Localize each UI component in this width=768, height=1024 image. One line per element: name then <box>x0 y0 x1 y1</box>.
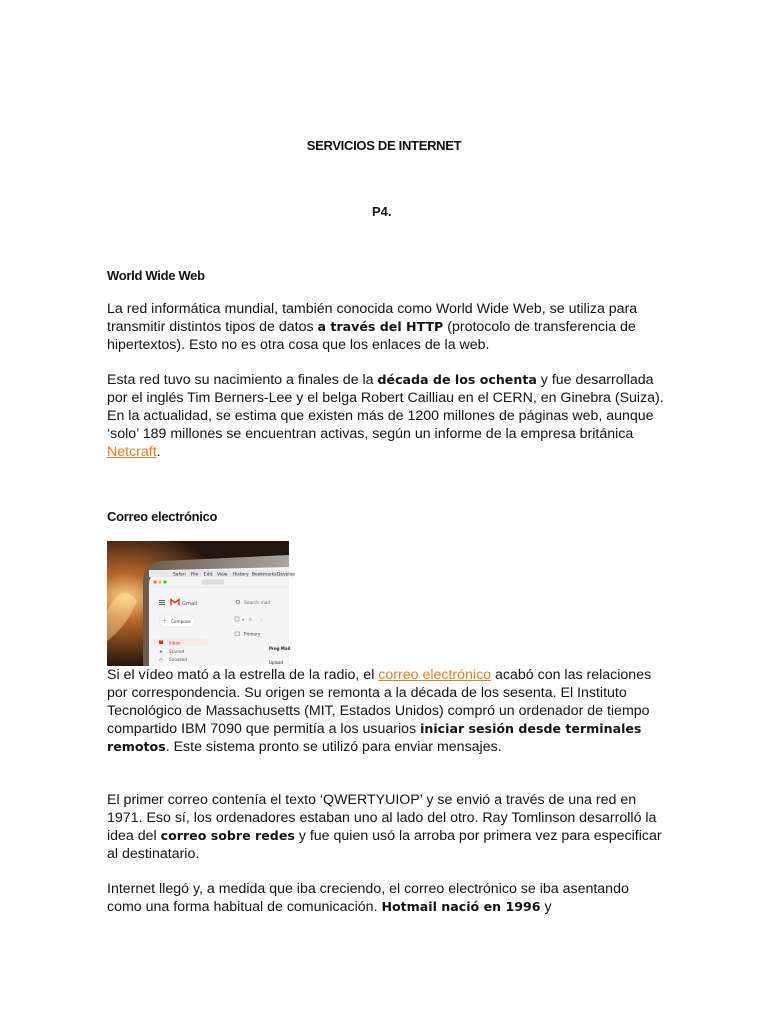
zoom-dot-icon <box>163 580 166 583</box>
search-placeholder: Search mail <box>244 601 270 606</box>
text: Esta red tuvo su nacimiento a finales de la <box>107 372 378 388</box>
text: Si el vídeo mató a la estrella de la radio, el <box>107 667 379 683</box>
primary-tab-label: Primary <box>244 631 261 637</box>
menu-item: View <box>217 572 228 578</box>
text: y fue quien usó la arroba por primera vez para especificar al destinatario. <box>107 828 662 862</box>
nav-item-snoozed: Snoozed <box>169 657 187 662</box>
close-dot-icon <box>153 580 156 583</box>
section-heading-email: Correo electrónico <box>107 509 218 524</box>
plus-icon: + <box>162 618 168 625</box>
menu-item: Edit <box>204 572 213 578</box>
nav-item-inbox: Inbox <box>169 640 181 646</box>
paragraph-email-1 <box>107 666 667 756</box>
text: . <box>156 444 161 460</box>
compose-label: Compose <box>171 619 191 624</box>
text: La red informática mundial, también conocida como World Wide Web, se utiliza para transmitir distintos tipos de datos <box>107 301 638 335</box>
mail-row-sender: Prog Mail <box>269 646 291 651</box>
paragraph-email-2 <box>107 791 667 863</box>
page-title: SERVICIOS DE INTERNET <box>306 138 462 153</box>
text: El primer correo contenía el texto ‘QWERTYUIOP’ y se envió a través de una red en 1971. Eso sí, los ordenadores estaban uno al lado del otro. Ray Tomlinson desarrolló la idea del <box>107 792 657 844</box>
refresh-icon: ↻ <box>249 617 253 622</box>
hamburger-icon <box>159 600 165 605</box>
netcraft-link[interactable]: Netcraft <box>107 444 157 460</box>
bold-text: a través del HTTP <box>317 319 444 334</box>
text: Internet llegó y, a medida que iba creciendo, el correo electrónico se iba asentando como una forma habitual de comunicación. <box>107 881 629 915</box>
text: acabó con las relaciones por correspondencia. Su origen se remonta a la década de los sesenta. El Instituto Tecnológico de Massachusetts (MIT, Estados Unidos) compró un ordenador de tiempo compartido IBM 7090 que permitía a los usuarios <box>107 667 652 737</box>
bold-text: década de los ochenta <box>377 372 537 387</box>
minimize-dot-icon <box>158 580 161 583</box>
section-heading-www: World Wide Web <box>107 268 205 283</box>
caret-icon: ▾ <box>242 617 245 622</box>
nav-item-starred: Starred <box>169 649 185 654</box>
menu-item: Develop <box>277 572 296 578</box>
svg-text:Safari File Ed <box>173 572 295 578</box>
laptop-gmail-photo <box>107 541 296 666</box>
clock-icon: ◷ <box>159 657 163 662</box>
text: y <box>540 899 552 915</box>
bold-text: correo sobre redes <box>160 828 295 843</box>
more-icon: ⋮ <box>259 617 264 622</box>
inbox-icon <box>159 641 163 645</box>
bold-text: Hotmail nació en 1996 <box>381 899 541 914</box>
bold-text: iniciar sesión desde terminales remotos <box>107 721 642 754</box>
text: y fue desarrollada por el inglés Tim Berners-Lee y el belga Robert Cailliau en el CERN, en Ginebra (Suiza). En la actualidad, se estima que existen más de 1200 millones de páginas web, aunque ‘solo’ 189 millones se encuentran activas, según un informe de la empresa británica <box>107 372 664 442</box>
gmail-app-name: Gmail <box>182 600 198 607</box>
menu-item: File <box>191 572 199 578</box>
correo-electronico-link[interactable]: correo electrónico <box>378 667 492 683</box>
star-icon: ★ <box>159 649 163 654</box>
menu-item: Bookmarks <box>252 572 277 578</box>
paragraph-email-3 <box>107 880 667 916</box>
menu-item: Safari <box>173 572 186 578</box>
page-subtitle: P4. <box>372 204 392 219</box>
photo-illustration <box>107 541 296 666</box>
text: . Este sistema pronto se utilizó para enviar mensajes. <box>165 739 502 755</box>
text: (protocolo de transferencia de hipertextos). Esto no es otra cosa que los enlaces de la web. <box>107 319 636 353</box>
paragraph-www-2 <box>107 371 667 461</box>
menu-item: History <box>233 572 249 578</box>
mail-row-sender: Upload <box>269 660 284 665</box>
paragraph-www-1 <box>107 300 667 354</box>
